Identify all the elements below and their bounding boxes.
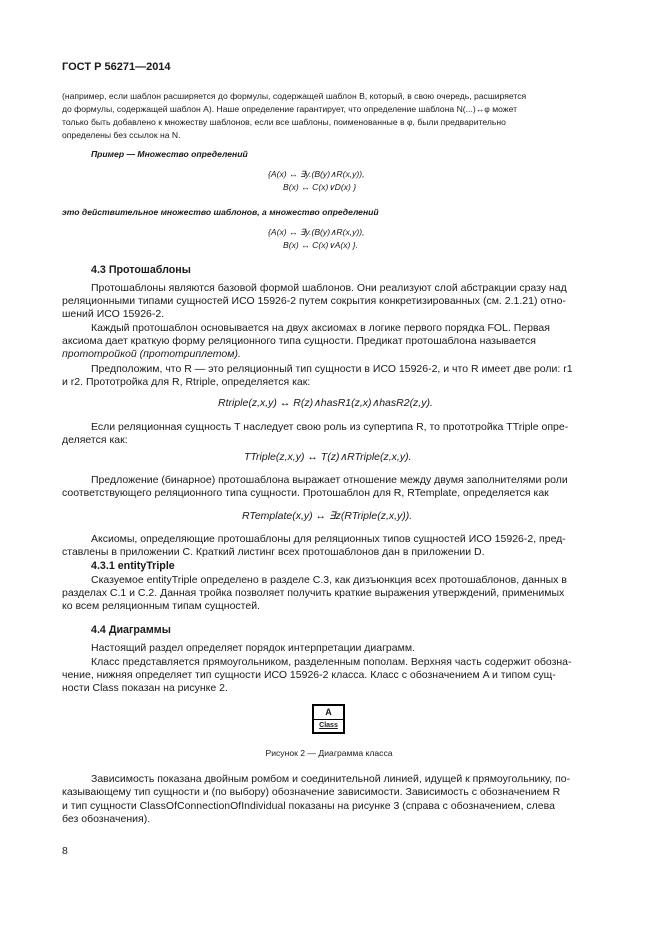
paragraph-line: Аксиомы, определяющие протошаблоны для реляционных типов сущностей ИСО 15926-2, пред- bbox=[91, 533, 566, 545]
paragraph-line: ко всем реляционным типам сущностей. bbox=[62, 600, 260, 612]
paragraph-line: деляется как: bbox=[62, 434, 128, 446]
formula: Rtriple(z,x,y) ↔ R(z)∧hasR1(z,x)∧hasR2(z,y). bbox=[218, 397, 433, 409]
paragraph-line: Каждый протошаблон основывается на двух аксиомах в логике первого порядка FOL. Первая bbox=[91, 322, 550, 334]
intro-line: (например, если шаблон расширяется до формулы, содержащей шаблон B, который, в свою очередь, расширяется bbox=[62, 91, 527, 101]
paragraph-line: реляционными типами сущностей ИСО 15926-2 путем сокрытия конкретизированных (см. 2.1.21) отно- bbox=[62, 295, 566, 307]
paragraph-line: Если реляционная сущность T наследует свою роль из супертипа R, то прототройка TTriple опре- bbox=[91, 421, 569, 433]
example-title: Пример — Множество определений bbox=[91, 149, 248, 159]
example-formula-line: {A(x) ↔ ∃y.(B(y)∧R(x,y)), bbox=[268, 169, 365, 179]
paragraph-line: прототройкой (прототриплетом). bbox=[62, 348, 241, 360]
paragraph-line: Зависимость показана двойным ромбом и соединительной линией, идущей к прямоугольнику, по- bbox=[91, 773, 571, 785]
intro-line: определены без ссылок на N. bbox=[62, 130, 181, 140]
paragraph-line: Класс представляется прямоугольником, разделенным пополам. Верхняя часть содержит обозна- bbox=[91, 656, 572, 668]
paragraph-line: казывающему тип сущности и (по выбору) обозначение зависимости. Зависимость с обозначением R bbox=[62, 786, 561, 798]
paragraph-line: шений ИСО 15926-2. bbox=[62, 308, 165, 320]
paragraph-line: и тип сущности ClassOfConnectionOfIndividual показаны на рисунке 3 (справа с обозначением, слева bbox=[62, 800, 555, 812]
paragraph-line: чение, нижняя определяет тип сущности ИСО 15926-2 класса. Класс с обозначением A и типом сущ- bbox=[62, 669, 556, 681]
paragraph-line: Сказуемое entityTriple определено в разделе C.3, как дизъюнкция всех протошаблонов, данных в bbox=[91, 574, 567, 586]
example-note: это действительное множество шаблонов, а множество определений bbox=[62, 207, 379, 217]
paragraph-line: соответствующего реляционного типа сущности. Протошаблон для R, RTemplate, определяется как bbox=[62, 487, 549, 499]
document-header: ГОСТ Р 56271—2014 bbox=[62, 61, 171, 73]
intro-line: только быть добавлено к множеству шаблонов, если все шаблоны, поименованные в φ, были предварительно bbox=[62, 117, 506, 127]
example-formula-line: B(x) ↔ C(x)∨D(x) } bbox=[283, 182, 357, 192]
example-formula-line: B(x) ↔ C(x)∨A(x) }. bbox=[283, 240, 359, 250]
paragraph-line: и r2. Прототройка для R, Rtriple, определяется как: bbox=[62, 376, 311, 388]
paragraph-line: Предположим, что R — это реляционный тип сущности в ИСО 15926-2, и что R имеет две роли: r1 bbox=[91, 363, 573, 375]
paragraph-line: Предложение (бинарное) протошаблона выражает отношение между двумя заполнителями роли bbox=[91, 474, 568, 486]
paragraph-line: ности Class показан на рисунке 2. bbox=[62, 682, 228, 694]
formula: TTriple(z,x,y) ↔ T(z)∧RTriple(z,x,y). bbox=[244, 451, 412, 463]
section-heading: 4.4 Диаграммы bbox=[91, 624, 171, 636]
paragraph-line: аксиома дает краткую форму реляционного типа сущности. Предикат протошаблона называется bbox=[62, 335, 536, 347]
paragraph-line: Настоящий раздел определяет порядок интерпретации диаграмм. bbox=[91, 642, 415, 654]
paragraph-line: без обозначения). bbox=[62, 813, 151, 825]
class-diagram bbox=[312, 704, 345, 734]
class-designation: A bbox=[314, 706, 343, 720]
example-formula-line: {A(x) ↔ ∃y.(B(y)∧R(x,y)), bbox=[268, 227, 365, 237]
section-heading: 4.3 Протошаблоны bbox=[91, 264, 191, 276]
paragraph-line: Протошаблоны являются базовой формой шаблонов. Они реализуют слой абстракции сразу над bbox=[91, 282, 567, 294]
paragraph-line: ставлены в приложении C. Краткий листинг всех протошаблонов дан в приложении D. bbox=[62, 546, 485, 558]
class-entity-type: Class bbox=[319, 722, 338, 729]
page-number: 8 bbox=[62, 845, 68, 857]
formula: RTemplate(x,y) ↔ ∃z(RTriple(z,x,y)). bbox=[242, 510, 413, 522]
paragraph-line: разделах C.1 и C.2. Данная тройка позволяет получить краткие выражения утверждений, применимых bbox=[62, 587, 565, 599]
section-heading: 4.3.1 entityTriple bbox=[91, 560, 175, 572]
figure-caption: Рисунок 2 — Диаграмма класса bbox=[265, 748, 393, 758]
intro-line: до формулы, содержащей шаблон A). Наше определение гарантирует, что определение шаблона N(...)↔φ может bbox=[62, 104, 518, 114]
